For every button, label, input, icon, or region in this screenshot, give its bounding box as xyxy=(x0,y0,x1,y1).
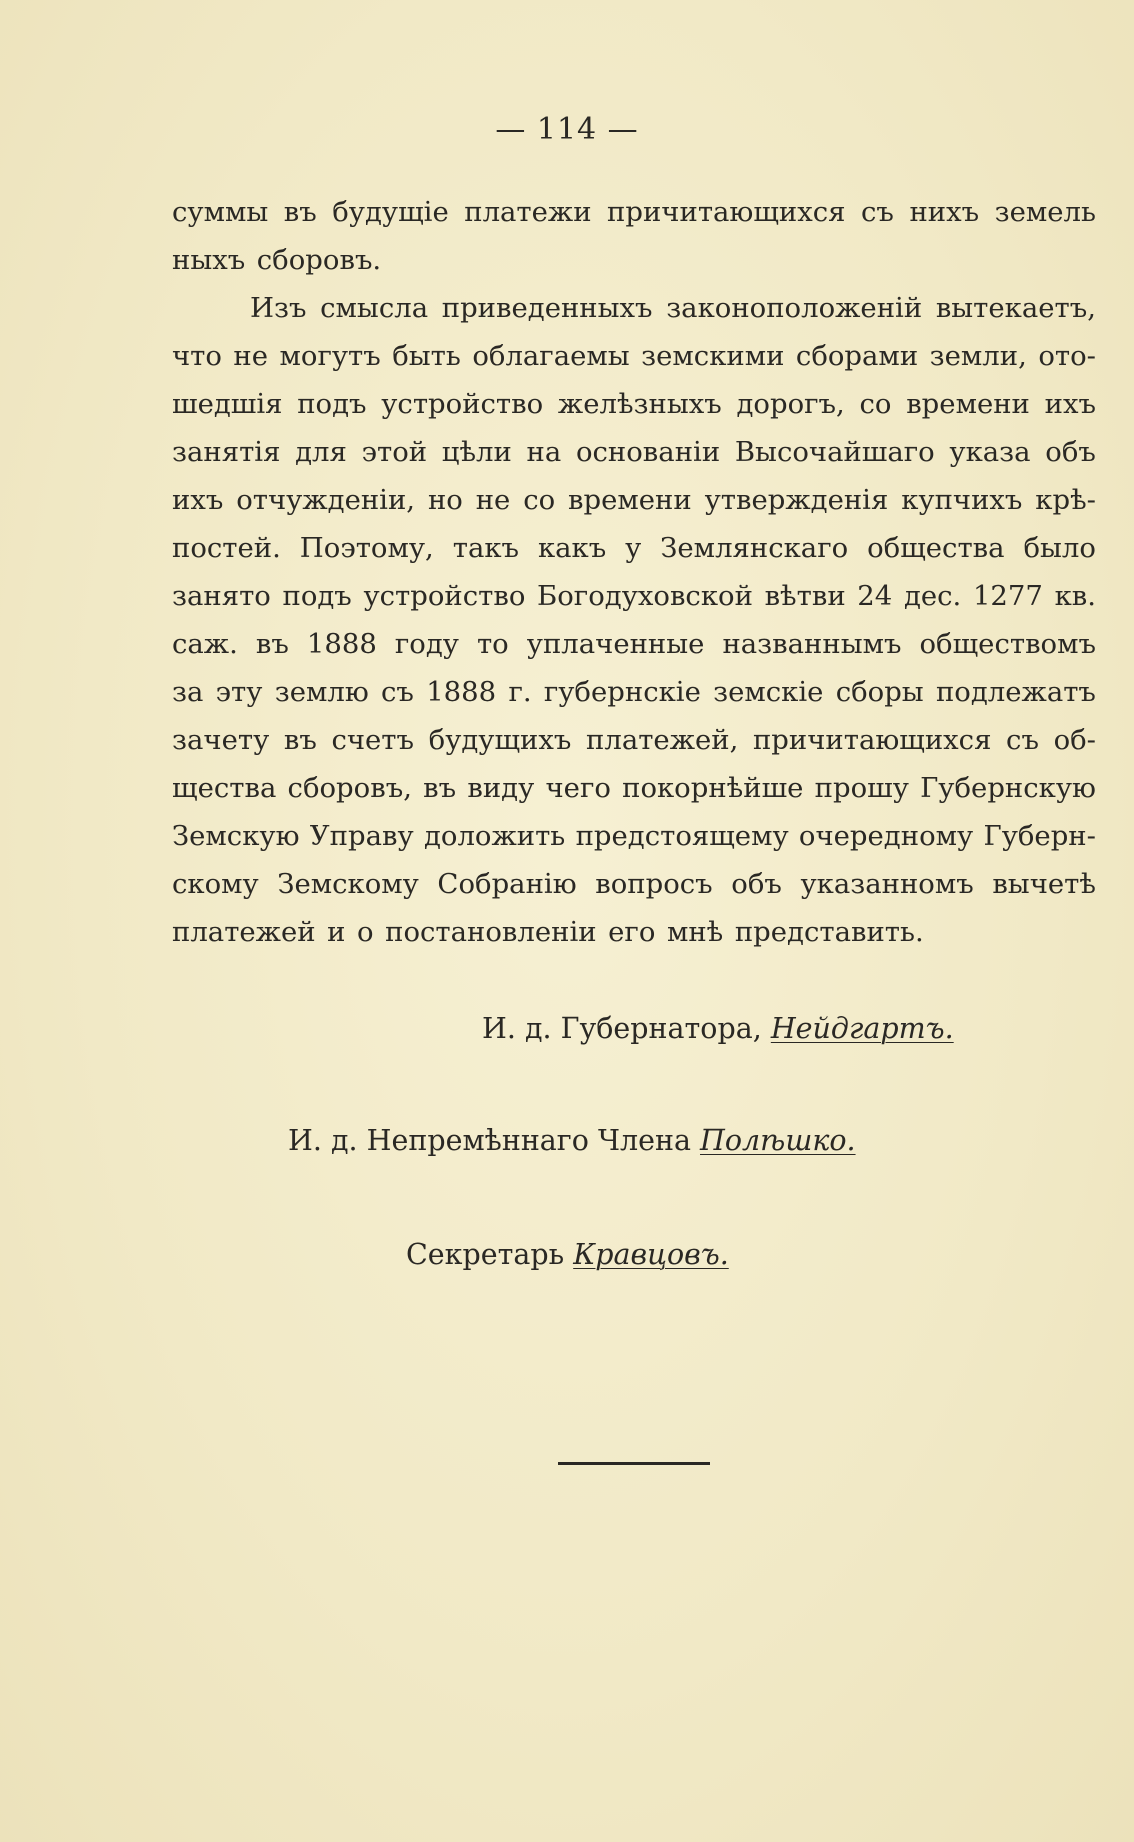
text-line: ныхъ сборовъ. xyxy=(172,244,382,276)
text-line: платежей и о постановленіи его мнѣ представить. xyxy=(172,916,924,948)
signature-secretary-title: Секретарь xyxy=(406,1238,565,1271)
signature-member-title: И. д. Непремѣннаго Члена xyxy=(288,1124,691,1157)
closing-rule xyxy=(558,1462,710,1465)
text-line: саж. въ 1888 году то уплаченные названнымъ обществомъ xyxy=(172,628,1096,660)
signature-member xyxy=(288,1124,856,1157)
text-line: за эту землю съ 1888 г. губернскіе земскіе сборы подлежатъ xyxy=(172,676,1096,708)
text-line: Земскую Управу доложить предстоящему очередному Губерн- xyxy=(172,820,1096,852)
page-number: — 114 — xyxy=(495,112,639,147)
signature-member-name: Полѣшко. xyxy=(700,1124,856,1157)
text-line: суммы въ будущіе платежи причитающихся съ нихъ земель xyxy=(172,196,1096,228)
text-line: щества сборовъ, въ виду чего покорнѣйше прошу Губернскую xyxy=(172,772,1096,804)
text-line: что не могутъ быть облагаемы земскими сборами земли, ото- xyxy=(172,340,1096,372)
text-line: скому Земскому Собранію вопросъ объ указанномъ вычетѣ xyxy=(172,868,1096,900)
signature-secretary-name: Кравцовъ. xyxy=(573,1238,729,1271)
text-line: постей. Поэтому, такъ какъ у Землянскаго общества было xyxy=(172,532,1096,564)
text-line: шедшія подъ устройство желѣзныхъ дорогъ, со времени ихъ xyxy=(172,388,1096,420)
signature-governor-title: И. д. Губернатора, xyxy=(482,1012,762,1045)
signature-governor-name: Нейдгартъ. xyxy=(770,1012,954,1045)
text-line: зачету въ счетъ будущихъ платежей, причитающихся съ об- xyxy=(172,724,1096,756)
text-line: занято подъ устройство Богодуховской вѣтви 24 дес. 1277 кв. xyxy=(172,580,1096,612)
text-line: Изъ смысла приведенныхъ законоположеній вытекаетъ, xyxy=(250,292,1096,324)
text-line: занятія для этой цѣли на основаніи Высочайшаго указа объ xyxy=(172,436,1096,468)
body-text xyxy=(172,188,1096,956)
signature-governor xyxy=(482,1012,954,1045)
text-line: ихъ отчужденіи, но не со времени утвержденія купчихъ крѣ- xyxy=(172,484,1096,516)
signature-secretary xyxy=(406,1238,729,1271)
